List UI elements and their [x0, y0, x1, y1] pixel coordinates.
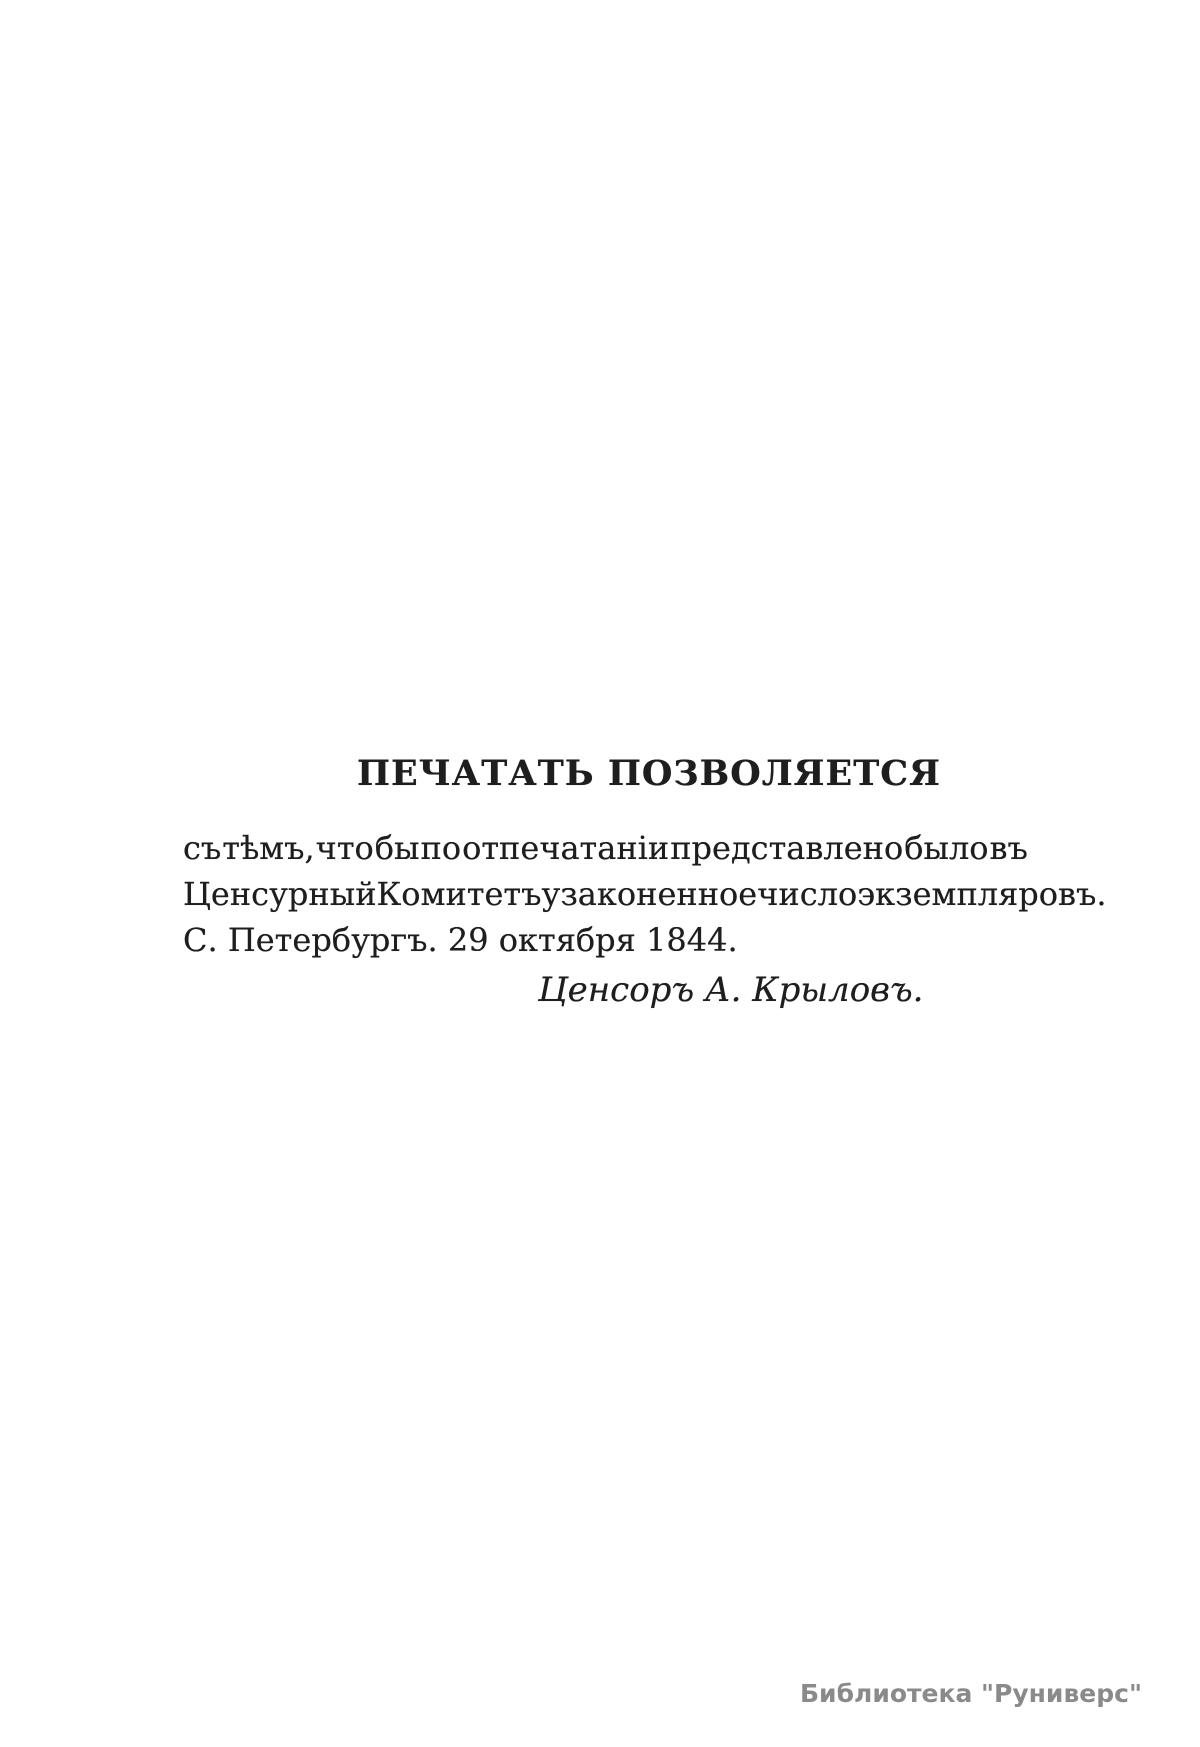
permission-heading: ПЕЧАТАТЬ ПОЗВОЛЯЕТСЯ [357, 753, 941, 794]
notice-word: число [757, 875, 858, 913]
notice-line-2 [183, 871, 1107, 917]
notice-line-1 [183, 825, 1028, 871]
notice-word: представлено [670, 829, 904, 867]
notice-word: съ [183, 829, 222, 867]
notice-word: экземпляровъ. [857, 875, 1107, 913]
censor-signature: Ценсоръ А. Крыловъ. [538, 970, 924, 1010]
notice-word: Ценсурный [183, 875, 377, 913]
notice-word: тѣмъ, [222, 829, 315, 867]
notice-word: было [904, 829, 989, 867]
notice-word: узаконенное [541, 875, 758, 913]
notice-word: что [315, 829, 374, 867]
notice-word: бы [374, 829, 420, 867]
notice-word: Комитетъ [376, 875, 542, 913]
notice-line-3: С. Петербургъ. 29 октября 1844. [183, 921, 738, 959]
notice-word: по [420, 829, 462, 867]
notice-word: въ [989, 829, 1028, 867]
notice-word: отпечатаніи [462, 829, 670, 867]
notice-body [183, 825, 1107, 963]
library-watermark: Библиотека "Руниверс" [800, 1679, 1142, 1708]
